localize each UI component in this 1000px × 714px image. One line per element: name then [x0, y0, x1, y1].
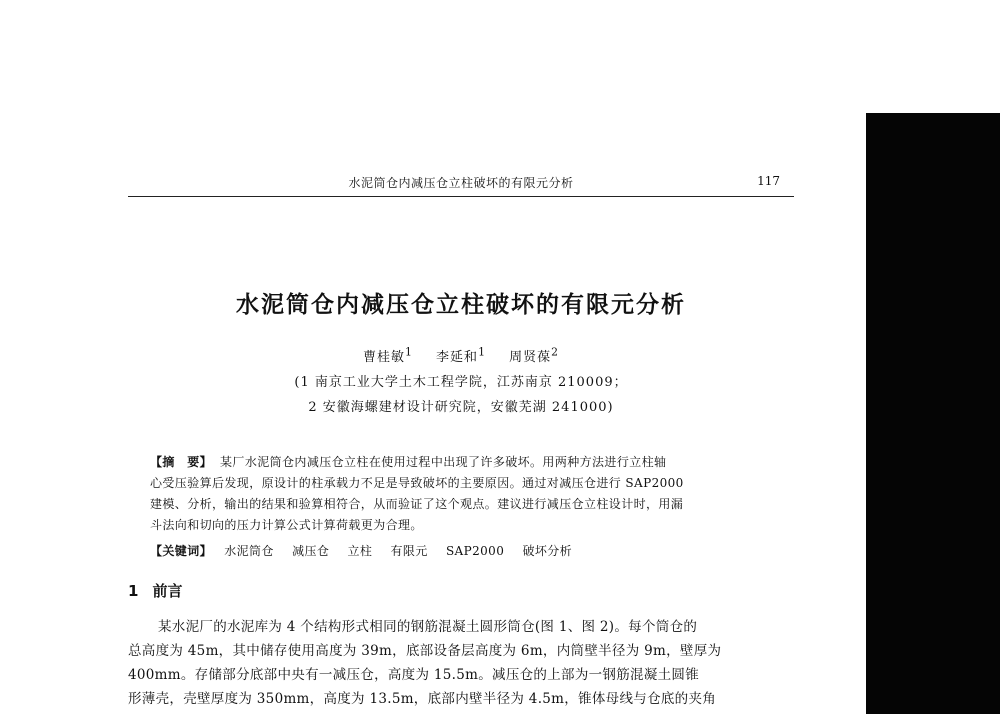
- keyword: 减压仓: [292, 544, 330, 558]
- body-text: [128, 615, 794, 711]
- keyword: SAP2000: [445, 544, 505, 558]
- author: 李延和$^1$: [436, 346, 486, 366]
- scan-edge-shadow: [866, 113, 1000, 714]
- body-line: 400mm。存储部分底部中央有一减压仓，高度为 15.5m。减压仓的上部为一钢筋混凝土圆锥: [128, 667, 700, 683]
- body-line: 形薄壳，壳壁厚度为 350mm，高度为 13.5m，底部内壁半径为 4.5m，锥体母线与仓底的夹角: [128, 691, 717, 707]
- abstract: [150, 452, 770, 536]
- author: 周贤葆$^2$: [509, 346, 559, 366]
- body-line: 某水泥厂的水泥库为 4 个结构形式相同的钢筋混凝土圆形筒仓(图 1、图 2)。每个筒仓的: [158, 619, 698, 635]
- section-title: 前言: [152, 582, 183, 600]
- keywords-label: 【关键词】: [150, 544, 213, 558]
- keyword: 有限元: [390, 544, 428, 558]
- abstract-line: 斗法向和切向的压力计算公式计算荷载更为合理。: [150, 518, 423, 532]
- running-head-title: 水泥筒仓内减压仓立柱破坏的有限元分析: [348, 176, 574, 190]
- affiliation: (1 南京工业大学土木工程学院，江苏南京 210009；: [294, 375, 628, 390]
- abstract-line: 建模、分析，输出的结果和验算相符合，从而验证了这个观点。建议进行减压仓立柱设计时，用漏: [150, 497, 684, 511]
- abstract-line: 【摘 要】 某厂水泥筒仓内减压仓立柱在使用过程中出现了许多破坏。用两种方法进行立柱轴: [150, 455, 667, 469]
- abstract-line: 心受压验算后发现，原设计的柱承载力不足是导致破坏的主要原因。通过对减压仓进行 SAP2000: [150, 476, 684, 490]
- keyword: 立柱: [347, 544, 373, 558]
- affiliation: 2 安徽海螺建材设计研究院，安徽芜湖 241000): [308, 400, 614, 415]
- author-list: [128, 346, 794, 365]
- paper-title: 水泥筒仓内减压仓立柱破坏的有限元分析: [236, 292, 686, 318]
- author: 曹桂敏$^1$: [363, 346, 413, 366]
- keywords: [150, 542, 770, 559]
- section-number: 1: [128, 582, 139, 600]
- keyword: 破坏分析: [522, 544, 573, 558]
- keyword: 水泥筒仓: [224, 544, 274, 558]
- page-number: 117: [757, 174, 780, 188]
- body-line: 总高度为 45m，其中储存使用高度为 39m，底部设备层高度为 6m，内筒壁半径为 9m，壁厚为: [128, 643, 722, 659]
- running-head: [128, 172, 794, 197]
- abstract-label: 【摘 要】: [150, 455, 213, 469]
- section-heading: [128, 580, 182, 601]
